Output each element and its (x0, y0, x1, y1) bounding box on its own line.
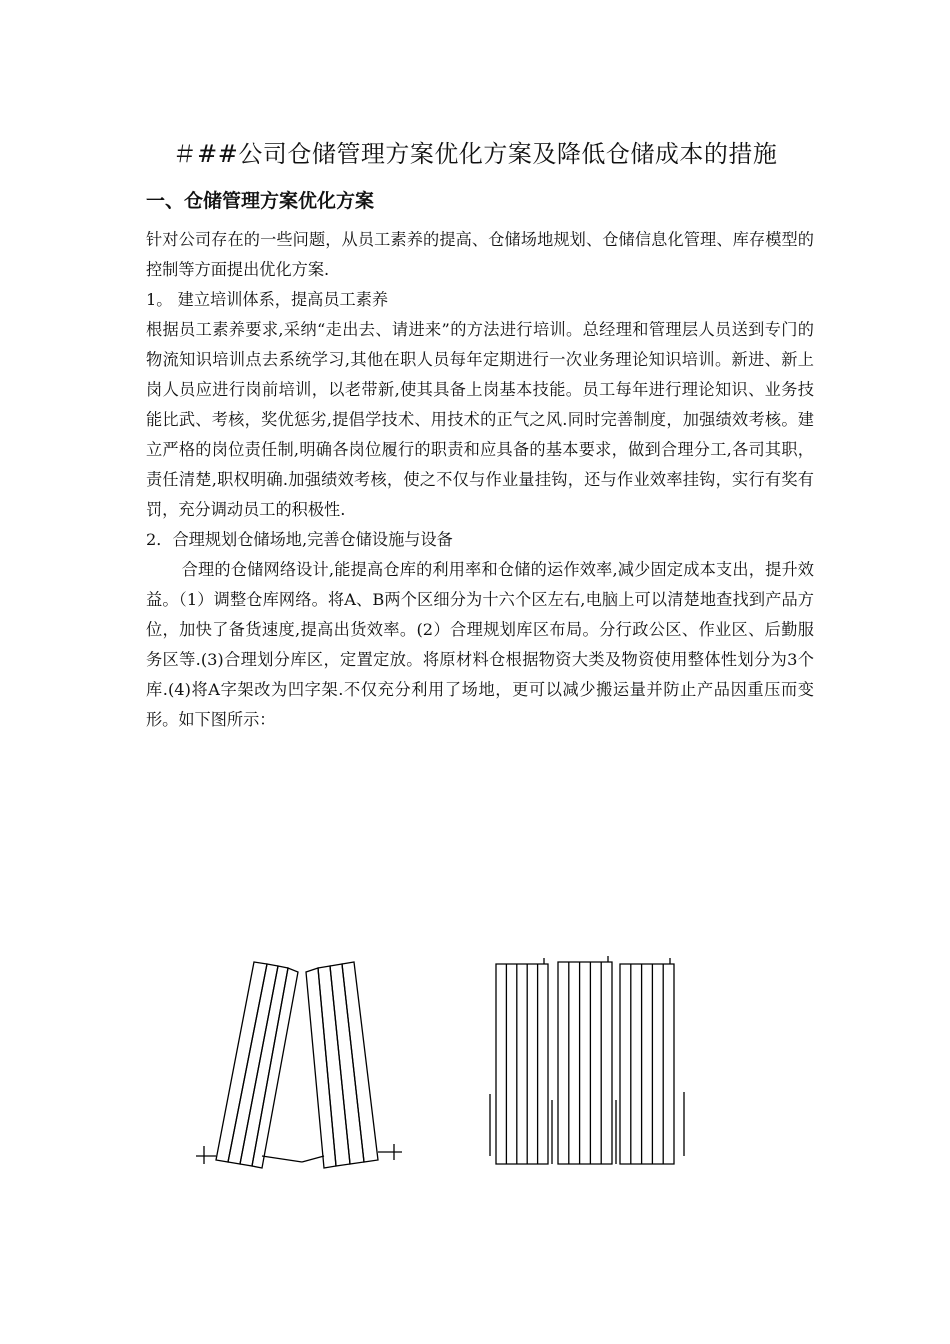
a-frame-rack-drawing (196, 962, 402, 1168)
intro-paragraph: 针对公司存在的一些问题，从员工素养的提高、仓储场地规划、仓储信息化管理、库存模型的控制等方面提出优化方案. (146, 230, 814, 279)
rack-diagram-svg (190, 950, 710, 1180)
a-frame-right-panel-3 (330, 964, 364, 1164)
item1-paragraph: 根据员工素养要求,采纳“走出去、请进来”的方法进行培训。总经理和管理层人员送到专门的物流知识培训点去系统学习,其他在职人员每年定期进行一次业务理论知识培训。新进、新上岗人员应进行岗前培训，以老带新,使其具备上岗基本技能。员工每年进行理论知识、业务技能比武、考核，奖优惩劣,提倡学技术、用技术的正气之风.同时完善制度，加强绩效考核。建立严格的岗位责任制,明确各岗位履行的职责和应具备的基本要求，做到合理分工,各司其职，责任清楚,职权明确.加强绩效考核，使之不仅与作业量挂钩，还与作业效率挂钩，实行有奖有罚，充分调动员工的积极性. (146, 320, 814, 519)
item2-paragraph: 合理的仓储网络设计,能提高仓库的利用率和仓储的运作效率,减少固定成本支出，提升效益。（1）调整仓库网络。将A、B两个区细分为十六个区左右,电脑上可以清楚地查找到产品方位，加快了备货速度,提高出货效率。(2）合理规划库区布局。分行政公区、作业区、后勤服务区等.(3)合理划分库区，定置定放。将原材料仓根据物资大类及物资使用整体性划分为3个库.(4)将A字架改为凹字架.不仅充分利用了场地，更可以减少搬运量并防止产品因重压而变形。如下图所示： (146, 560, 814, 729)
item1-heading: 1。 建立培训体系，提高员工素养 (146, 290, 389, 309)
section-heading: 一、仓储管理方案优化方案 (146, 190, 375, 212)
document-body (146, 225, 814, 735)
document-title: ＃##公司仓储管理方案优化方案及降低仓储成本的措施 (172, 140, 778, 168)
concave-block-1 (496, 964, 548, 1164)
item2-heading: 2．合理规划仓储场地,完善仓储设施与设备 (146, 530, 453, 549)
a-frame-base-right (302, 1156, 324, 1162)
concave-block-3 (620, 964, 674, 1164)
concave-frame-rack-drawing (490, 956, 684, 1164)
concave-block-2 (558, 962, 612, 1164)
rack-figure (190, 950, 710, 1180)
a-frame-base-left (262, 1156, 302, 1162)
